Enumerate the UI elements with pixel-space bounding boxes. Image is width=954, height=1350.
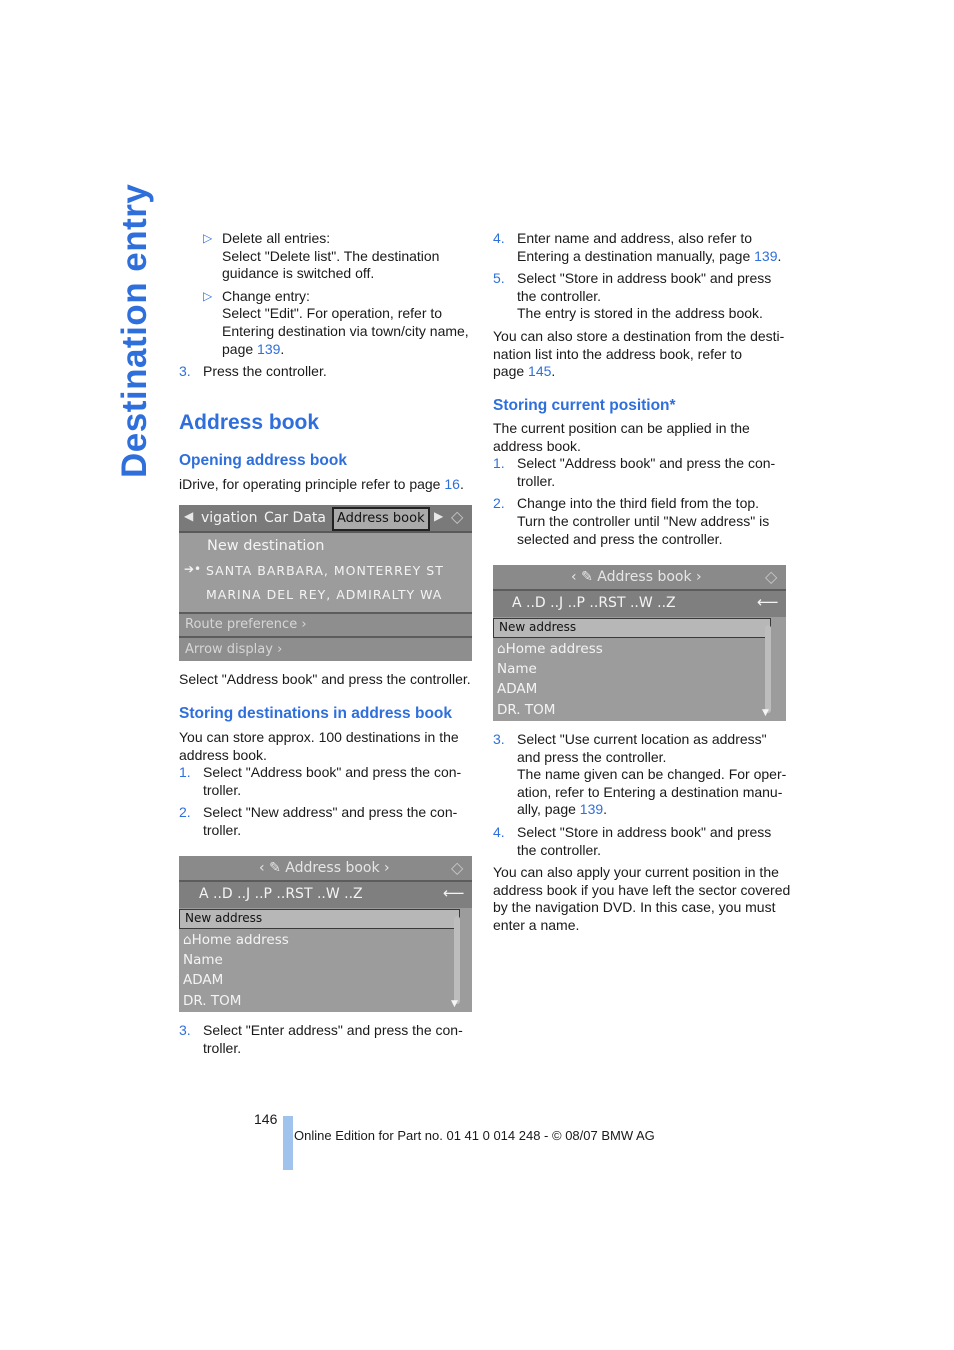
page-link-16[interactable]: 16: [444, 476, 460, 492]
tab-car-data[interactable]: Car Data: [264, 510, 326, 526]
triangle-bullet-icon: ▷: [203, 231, 213, 245]
address-entry-home[interactable]: ⌂Home address: [497, 641, 603, 657]
menu-new-address[interactable]: New address: [493, 618, 771, 638]
address-entry-name[interactable]: Name: [183, 952, 223, 968]
home-icon: ⌂: [183, 932, 192, 948]
step-3-enter-address: 3. Select "Enter address" and press the con- troller.: [179, 1022, 463, 1056]
triangle-bullet-icon: ▷: [203, 288, 213, 303]
scroll-down-arrow-icon: ▼: [451, 999, 458, 1009]
step-c4-store: 4. Select "Store in address book" and press the controller.: [493, 823, 772, 858]
heading-storing-current-position: Storing current position*: [493, 397, 676, 414]
alphabet-selector[interactable]: A ..D ..J ..P ..RST ..W ..Z: [512, 595, 676, 611]
bullet-change-entry: ▷ Change entry: Select "Edit". For operation, refer to Entering destination via town/city name, page 139.: [203, 287, 469, 357]
page-link-139[interactable]: 139: [579, 801, 604, 818]
step-3-press: 3. Press the controller.: [179, 363, 327, 380]
chapter-side-title: [112, 183, 158, 478]
page-link-139[interactable]: 139: [754, 247, 778, 264]
address-book-title: ‹ ✎ Address book ›: [259, 860, 390, 876]
controller-icon: ◇: [451, 858, 464, 877]
step-1-select-address-book: 1. Select "Address book" and press the con- troller.: [179, 764, 462, 798]
page-link-145[interactable]: 145: [528, 363, 552, 380]
page-link-139[interactable]: 139: [257, 340, 281, 357]
backspace-icon[interactable]: ⟵: [443, 884, 465, 902]
address-entry-dr-tom[interactable]: DR. TOM: [183, 993, 242, 1009]
backspace-icon[interactable]: ⟵: [757, 593, 779, 611]
address-entry-home[interactable]: ⌂Home address: [183, 932, 289, 948]
opening-text: iDrive, for operating principle refer to page 16.: [179, 476, 464, 492]
footer-edition-text: Online Edition for Part no. 01 41 0 014 248 - © 08/07 BMW AG: [294, 1128, 655, 1143]
page-number: 146: [254, 1111, 278, 1127]
heading-storing-destinations: Storing destinations in address book: [179, 705, 453, 722]
alphabet-selector[interactable]: A ..D ..J ..P ..RST ..W ..Z: [199, 886, 363, 902]
screen-address-book-right: [493, 565, 786, 721]
step-3-section: [179, 1022, 474, 1062]
screen-address-book-left: [179, 856, 472, 1012]
address-book-icon: ✎: [269, 860, 281, 876]
scroll-down-arrow-icon: ▼: [762, 708, 769, 718]
step-c1-select-address-book: 1. Select "Address book" and press the con- troller.: [493, 455, 776, 489]
bullet-delete-all: ▷ Delete all entries: Select "Delete list". The destination guidance is switched off.: [203, 230, 440, 282]
caption-select-address-book: Select "Address book" and press the controller.: [179, 671, 471, 687]
menu-new-address[interactable]: New address: [179, 909, 460, 929]
address-entry-name[interactable]: Name: [497, 661, 537, 677]
tab-navigation[interactable]: vigation: [201, 510, 258, 526]
left-column: [179, 230, 474, 386]
current-position-section: The current position can be applied in the address book. 1. Select "Address book" and press the con- troller. 2. Change into the third field from the top. Turn the controller until "New address" is selected and press the controller.: [493, 420, 793, 553]
address-entry-dr-tom[interactable]: DR. TOM: [497, 702, 556, 718]
right-column-top: 4. Enter name and address, also refer to Entering a destination manually, page 139. 5. Select "Store in address book" and press the controller. The entry is stored in the address book. You can also store a destination from the desti- nation list into the address book, refer to page 145.: [493, 230, 793, 381]
home-icon: ⌂: [497, 641, 506, 657]
step-c2-change-field: 2. Change into the third field from the top. Turn the controller until "New address" is selected and press the controller.: [493, 495, 770, 547]
tab-address-book[interactable]: Address book: [332, 507, 430, 531]
menu-new-destination[interactable]: New destination: [207, 538, 325, 554]
controller-icon: ◇: [765, 567, 778, 586]
chapter-title-text: Destination entry: [115, 183, 154, 478]
heading-address-book: Address book: [179, 411, 320, 434]
scrollbar[interactable]: [765, 625, 771, 713]
menu-route-preference[interactable]: Route preference ›: [185, 617, 307, 632]
tab-left-arrow-icon: ◀: [184, 509, 194, 523]
step-2-select-new-address: 2. Select "New address" and press the con- troller.: [179, 804, 458, 838]
address-book-title: ‹ ✎ Address book ›: [571, 569, 702, 585]
screen-navigation-menu: [179, 505, 472, 661]
step-c3-use-current-location: 3. Select "Use current location as address" and press the controller. The name given can be changed. For oper- ation, refer to Entering a destination manu- ally, page 139.: [493, 731, 787, 818]
heading-opening-address-book: Opening address book: [179, 452, 347, 469]
scrollbar[interactable]: [454, 916, 460, 1004]
footer-accent-bar: [283, 1116, 293, 1170]
menu-arrow-display[interactable]: Arrow display ›: [185, 642, 283, 657]
step-4-enter-name: 4. Enter name and address, also refer to Entering a destination manually, page 139.: [493, 230, 782, 264]
tab-right-arrow-icon: ▶: [434, 509, 444, 523]
storing-section: You can store approx. 100 destinations in the address book. 1. Select "Address book" and press the con- troller. 2. Select "New address" and press the con- troller.: [179, 729, 474, 845]
menu-destination-marina-del-rey[interactable]: MARINA DEL REY, ADMIRALTY WA: [206, 587, 443, 602]
flag-arrow-icon: ➔•: [184, 562, 202, 576]
address-entry-adam[interactable]: ADAM: [183, 972, 224, 988]
step-5-store: 5. Select "Store in address book" and press the controller. The entry is stored in the address book.: [493, 270, 772, 322]
current-position-steps: 3. Select "Use current location as address" and press the controller. The name given can be changed. For oper- ation, refer to Entering a destination manu- ally, page 139. 4. Select "Store in address book" and press the controller. You can also apply your current position in the address book if you have left the sector covered by the navigation DVD. In this case, you must enter a name.: [493, 731, 793, 935]
address-entry-adam[interactable]: ADAM: [497, 681, 538, 697]
address-book-icon: ✎: [581, 569, 593, 585]
menu-destination-santa-barbara[interactable]: SANTA BARBARA, MONTERREY ST: [206, 563, 444, 578]
controller-icon: ◇: [451, 507, 464, 526]
